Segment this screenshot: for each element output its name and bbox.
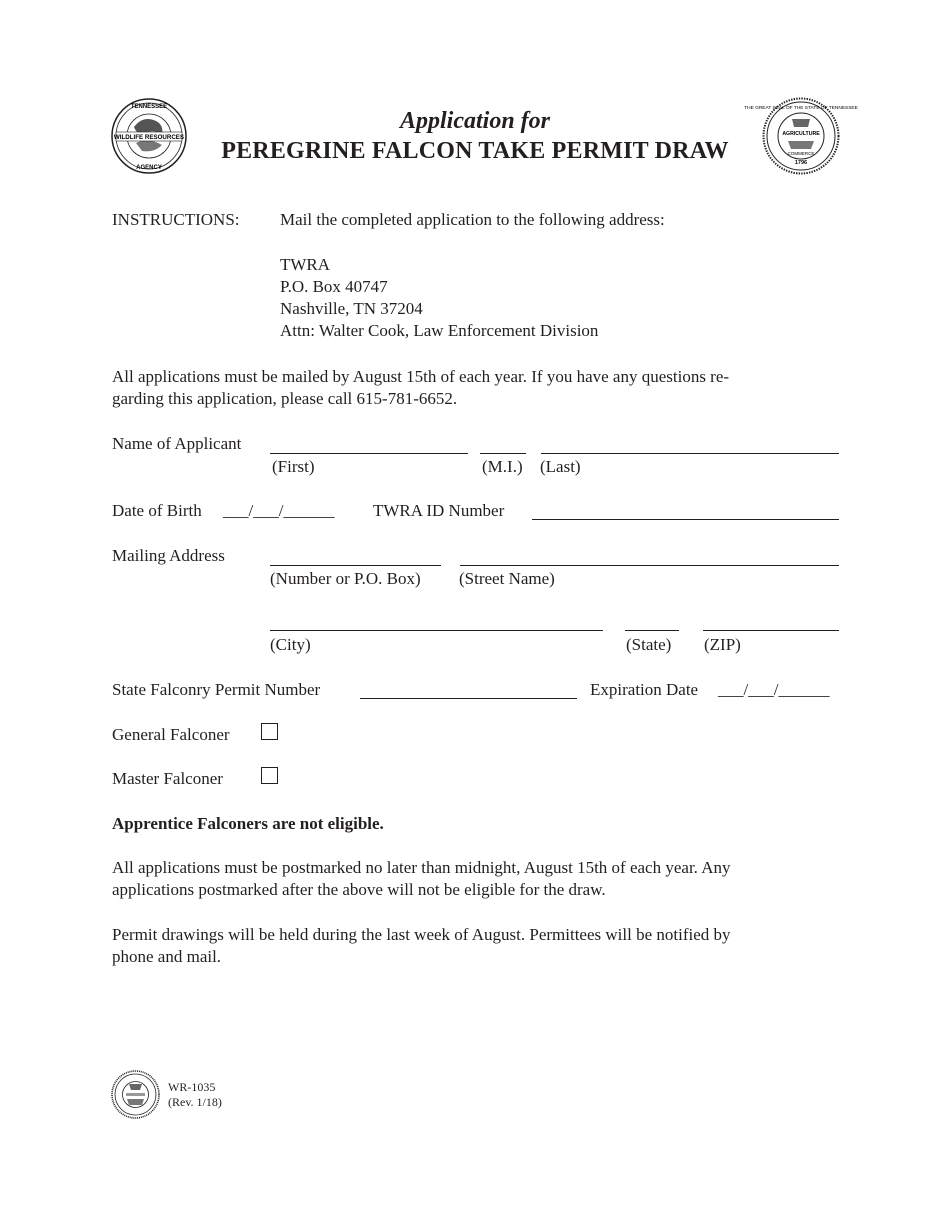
zip-caption: (ZIP) xyxy=(704,635,741,654)
date-of-birth-label: Date of Birth xyxy=(112,501,202,520)
address-line: TWRA xyxy=(280,255,331,274)
master-falconer-label: Master Falconer xyxy=(112,769,223,788)
state-of-tennessee-seal-icon xyxy=(744,97,858,175)
address-line: P.O. Box 40747 xyxy=(280,277,388,296)
general-falconer-label: General Falconer xyxy=(112,725,230,744)
drawing-notice-line-1: Permit drawings will be held during the last week of August. Permittees will be notified by xyxy=(112,925,731,944)
zip-field[interactable] xyxy=(703,630,839,631)
right-seal-year-text: 1796 xyxy=(794,160,808,166)
notice-mail-line-1: All applications must be mailed by August 15th of each year. If you have any questions re- xyxy=(112,367,730,386)
general-falconer-checkbox[interactable] xyxy=(261,723,278,740)
form-number: WR-1035 xyxy=(168,1080,216,1094)
city-caption: (City) xyxy=(270,635,311,654)
expiration-date-label: Expiration Date xyxy=(590,680,699,699)
first-name-caption: (First) xyxy=(272,457,315,476)
title-line-1: Application for xyxy=(399,108,550,134)
right-seal-bottom-text: COMMERCE xyxy=(787,151,815,156)
expiration-date-field[interactable]: ___/___/______ xyxy=(718,680,830,699)
right-seal-middle-text: AGRICULTURE xyxy=(782,131,820,137)
instructions-text: Mail the completed application to the following address: xyxy=(280,210,665,229)
page-title: PEREGRINE FALCON TAKE PERMIT DRAW xyxy=(221,138,729,164)
twra-id-field[interactable] xyxy=(532,519,839,520)
left-seal-middle-text: WILDLIFE RESOURCES xyxy=(113,134,185,141)
street-number-caption: (Number or P.O. Box) xyxy=(270,569,421,588)
state-of-tennessee-seal-small-icon xyxy=(111,1070,160,1119)
first-name-field[interactable] xyxy=(270,453,468,454)
middle-initial-caption: (M.I.) xyxy=(482,457,523,476)
city-field[interactable] xyxy=(270,630,603,631)
name-of-applicant-label: Name of Applicant xyxy=(112,434,242,453)
street-name-caption: (Street Name) xyxy=(459,569,555,588)
left-seal-top-text: TENNESSEE xyxy=(130,104,168,110)
date-of-birth-field[interactable]: ___/___/______ xyxy=(223,501,335,520)
middle-initial-field[interactable] xyxy=(480,453,526,454)
address-line: Nashville, TN 37204 xyxy=(280,299,423,318)
street-number-field[interactable] xyxy=(270,565,441,566)
last-name-field[interactable] xyxy=(541,453,839,454)
falconry-permit-field[interactable] xyxy=(360,698,577,699)
apprentice-notice: Apprentice Falconers are not eligible. xyxy=(112,814,384,833)
left-seal-bottom-text: AGENCY xyxy=(136,165,162,171)
state-caption: (State) xyxy=(626,635,672,654)
postmark-notice-line-1: All applications must be postmarked no later than midnight, August 15th of each year. Any xyxy=(112,858,731,877)
postmark-notice-line-2: applications postmarked after the above will not be eligible for the draw. xyxy=(112,880,606,899)
state-field[interactable] xyxy=(625,630,679,631)
right-seal-top-text: THE GREAT SEAL OF THE STATE OF TENNESSEE xyxy=(744,106,858,111)
master-falconer-checkbox[interactable] xyxy=(261,767,278,784)
drawing-notice-line-2: phone and mail. xyxy=(112,947,222,966)
street-name-field[interactable] xyxy=(460,565,839,566)
instructions-label: INSTRUCTIONS: xyxy=(112,210,240,229)
twra-id-label: TWRA ID Number xyxy=(373,501,505,520)
falconry-permit-label: State Falconry Permit Number xyxy=(112,680,321,699)
notice-mail-line-2: garding this application, please call 615-781-6652. xyxy=(112,389,458,408)
form-revision: (Rev. 1/18) xyxy=(168,1095,222,1109)
mailing-address-label: Mailing Address xyxy=(112,546,225,565)
last-name-caption: (Last) xyxy=(540,457,581,476)
address-line: Attn: Walter Cook, Law Enforcement Division xyxy=(280,321,599,340)
